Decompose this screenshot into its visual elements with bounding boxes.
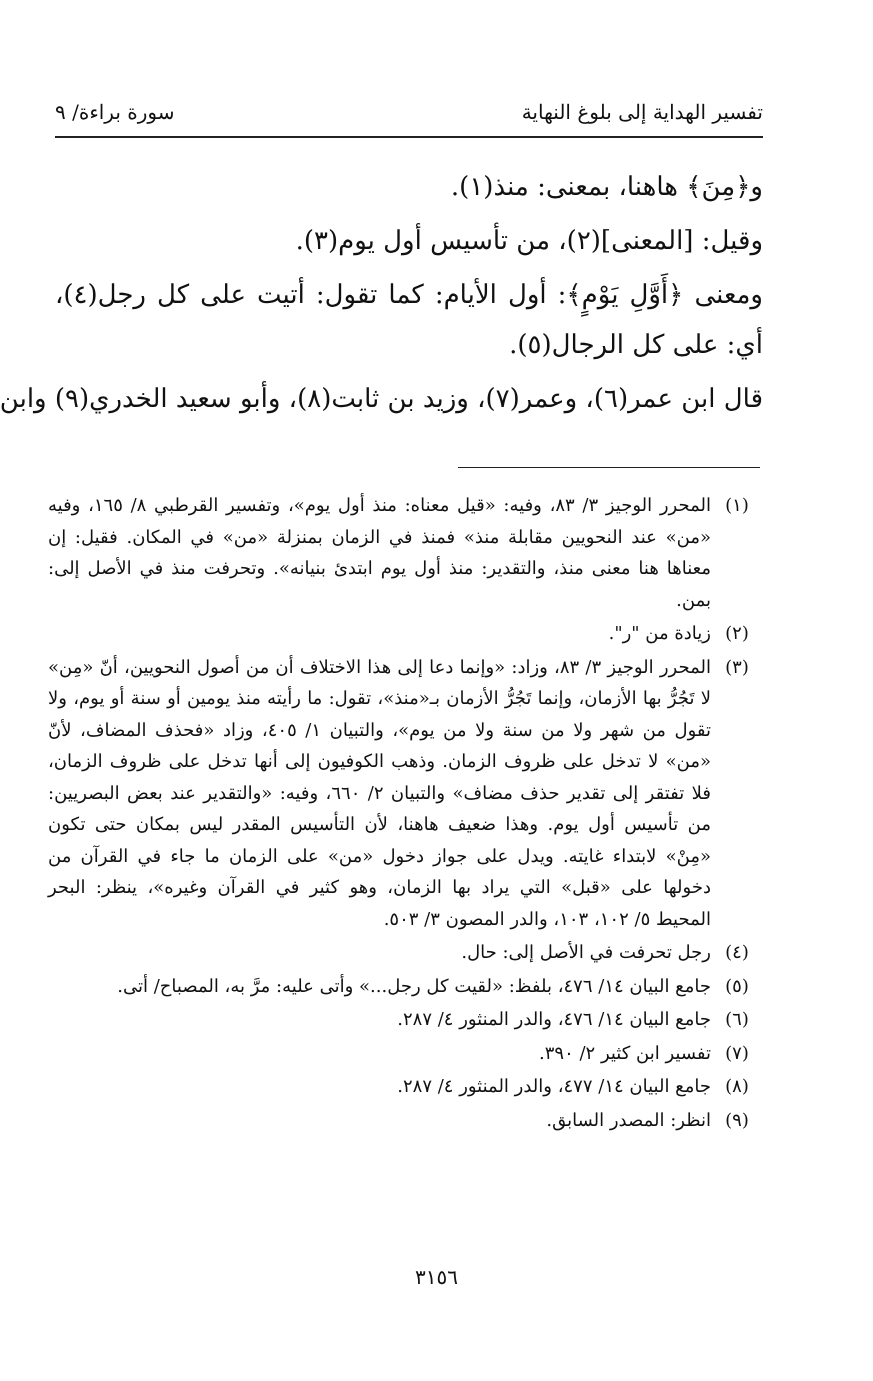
footnote-text: المحرر الوجيز ٣/ ٨٣، وزاد: «وإنما دعا إلى هذا الاختلاف أن من أصول النحويين، أنّ «مِن» لا تَجُرُّ بها الأزمان، وإنما تَجُرُّ الأزمان بـ«منذ»، تقول: ما رأيته منذ يومين أو سنة أو يوم، ولا تقول من شهر ولا من سنة ولا من يوم»، والتبيان ١/ ٤٠٥، وزاد «فحذف المضاف، لأنّ «من» لا تدخل على ظروف الزمان. وذهب الكوفيون إلى أنها تدخل على ظروف الزمان، فلا تفتقر إلى تقدير حذف مضاف» والتبيان ٢/ ٦٦٠، وفيه: «والتقدير عند بعض البصريين: من تأسيس أول يوم. وهذا ضعيف هاهنا، لأن التأسيس المقدر ليس بمكان حتى تكون «مِنْ» لابتداء غايته. ويدل على جواز دخول «من» على الزمان ما جاء في القرآن من دخولها على «قبل» التي يراد بها الزمان، وهو كثير في القرآن وغيره»، ينظر: البحر المحيط ٥/ ١٠٢، ١٠٣، والدر المصون ٣/ ٥٠٣. [48, 656, 711, 930]
footnote-separator [458, 467, 760, 468]
main-line-3: ومعنى ﴿أَوَّلِ يَوْمٍ﴾: أول الأيام: كما تقول: أتيت على كل رجل(٤)، أي: على كل الرجال(٥). [55, 280, 763, 360]
footnote-text: زيادة من "ر". [608, 623, 711, 644]
footnote-number: (٨) [725, 1076, 749, 1097]
page-header [55, 96, 763, 138]
footnote-number: (٧) [725, 1042, 749, 1064]
footnotes [48, 490, 763, 1138]
main-line-4: قال ابن عمر(٦)، وعمر(٧)، وزيد بن ثابت(٨)، وأبو سعيد الخدري(٩) وابن [0, 384, 763, 414]
footnote-9 [48, 1105, 763, 1137]
main-line-1: و﴿مِنَ﴾ هاهنا، بمعنى: منذ(١). [450, 172, 763, 202]
book-title: تفسير الهداية إلى بلوغ النهاية [521, 100, 763, 124]
main-text [0, 162, 763, 428]
footnote-text: جامع البيان ١٤/ ٤٧٦، والدر المنثور ٤/ ٢٨٧. [397, 1009, 711, 1030]
surah-label: سورة براءة/ ٩ [55, 100, 175, 124]
footnote-6 [48, 1004, 763, 1036]
footnote-5 [48, 971, 763, 1003]
footnote-text: تفسير ابن كثير ٢/ ٣٩٠. [539, 1042, 711, 1064]
footnote-text: انظر: المصدر السابق. [546, 1109, 711, 1131]
footnote-2 [48, 618, 763, 650]
footnote-number: (١) [725, 495, 749, 516]
footnote-number: (٩) [725, 1109, 749, 1131]
footnote-7 [48, 1038, 763, 1070]
footnote-number: (٢) [725, 623, 749, 644]
footnote-1 [48, 490, 763, 616]
footnote-4 [48, 937, 763, 969]
footnote-text: جامع البيان ١٤/ ٤٧٧، والدر المنثور ٤/ ٢٨٧. [397, 1076, 711, 1097]
footnote-8 [48, 1071, 763, 1103]
footnote-text: جامع البيان ١٤/ ٤٧٦، بلفظ: «لقيت كل رجل...» وأتى عليه: مرَّ به، المصباح/ أتى. [117, 975, 711, 997]
footnote-number: (٤) [725, 942, 749, 963]
page-number: ٣١٥٦ [415, 1265, 458, 1289]
footnote-number: (٦) [725, 1009, 749, 1030]
footnote-text: رجل تحرفت في الأصل إلى: حال. [461, 942, 711, 963]
footnote-number: (٥) [725, 975, 749, 997]
footnote-text: المحرر الوجيز ٣/ ٨٣، وفيه: «قيل معناه: منذ أول يوم»، وتفسير القرطبي ٨/ ١٦٥، وفيه «من» عند النحويين مقابلة منذ» فمنذ في الزمان بمنزلة «من» في المكان. فقيل: إن معناها هنا معنى منذ، والتقدير: منذ أول يوم ابتدئ بنيانه». وتحرفت منذ في الأصل إلى: بمن. [48, 495, 711, 611]
footnote-number: (٣) [725, 656, 749, 678]
footnote-3 [48, 652, 763, 936]
main-line-2: وقيل: [المعنى](٢)، من تأسيس أول يوم(٣). [295, 226, 763, 256]
